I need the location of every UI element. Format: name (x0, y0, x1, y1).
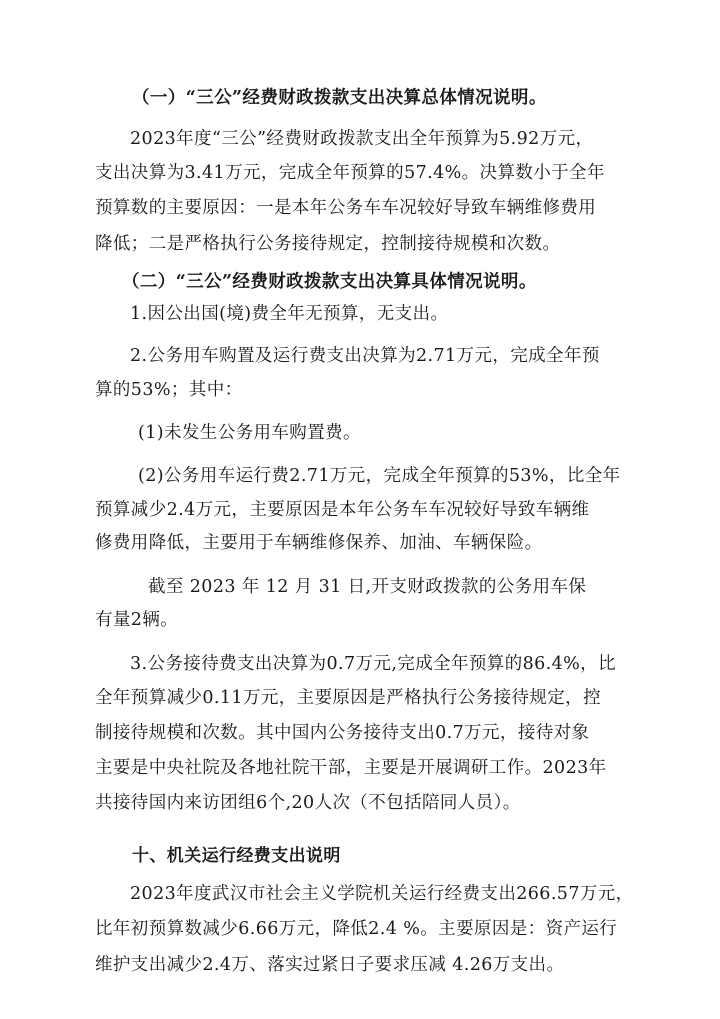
item-2-sub-2-line: 修费用降低，主要用于车辆维修保养、加油、车辆保险。 (95, 533, 543, 553)
item-3-line: 全年预算减少0.11万元，主要原因是严格执行公务接待规定，控 (95, 688, 601, 708)
item-2-sub-2-line: (2)公务用车运行费2.71万元，完成全年预算的53%，比全年 (138, 466, 621, 486)
item-3-line: 主要是中央社院及各地社院干部，主要是开展调研工作。2023年 (95, 758, 607, 778)
section-10-paragraph-line: 比年初预算数减少6.66万元，降低2.4 %。主要原因是：资产运行 (95, 919, 618, 939)
section-10-paragraph-line: 维护支出减少2.4万、落实过紧日子要求压减 4.26万支出。 (95, 955, 565, 975)
item-3-line: 共接待国内来访团组6个,20人次（不包括陪同人员）。 (95, 793, 521, 813)
section-1-paragraph-line: 预算数的主要原因：一是本年公务车车况较好导致车辆维修费用 (95, 198, 597, 218)
item-1: 1.因公出国(境)费全年无预算，无支出。 (130, 304, 449, 324)
item-3-line: 制接待规模和次数。其中国内公务接待支出0.7万元，接待对象 (95, 723, 590, 743)
section-2-heading: （二）“三公”经费财政拨款支出决算具体情况说明。 (122, 272, 537, 292)
vehicle-note-line: 有量2辆。 (95, 610, 179, 630)
section-1-paragraph-line: 支出决算为3.41万元，完成全年预算的57.4%。决算数小于全年 (95, 163, 605, 183)
section-10-paragraph-line: 2023年度武汉市社会主义学院机关运行经费支出266.57万元， (130, 884, 634, 904)
vehicle-note-line: 截至 2023 年 12 月 31 日,开支财政拨款的公务用车保 (148, 577, 587, 597)
section-1-heading: （一）“三公”经费财政拨款支出决算总体情况说明。 (132, 88, 547, 108)
section-10-heading: 十、机关运行经费支出说明 (132, 846, 341, 866)
section-1-paragraph-line: 2023年度“三公”经费财政拨款支出全年预算为5.92万元， (130, 129, 594, 149)
item-3-line: 3.公务接待费支出决算为0.7万元,完成全年预算的86.4%，比 (130, 654, 616, 674)
item-2-sub-1: (1)未发生公务用车购置费。 (138, 423, 361, 443)
item-2-line: 2.公务用车购置及运行费支出决算为2.71万元，完成全年预 (130, 346, 600, 366)
section-1-paragraph-line: 降低；二是严格执行公务接待规定，控制接待规模和次数。 (95, 234, 561, 254)
item-2-sub-2-line: 预算减少2.4万元，主要原因是本年公务车车况较好导致车辆维 (95, 500, 590, 520)
item-2-line: 算的53%；其中： (95, 380, 243, 400)
